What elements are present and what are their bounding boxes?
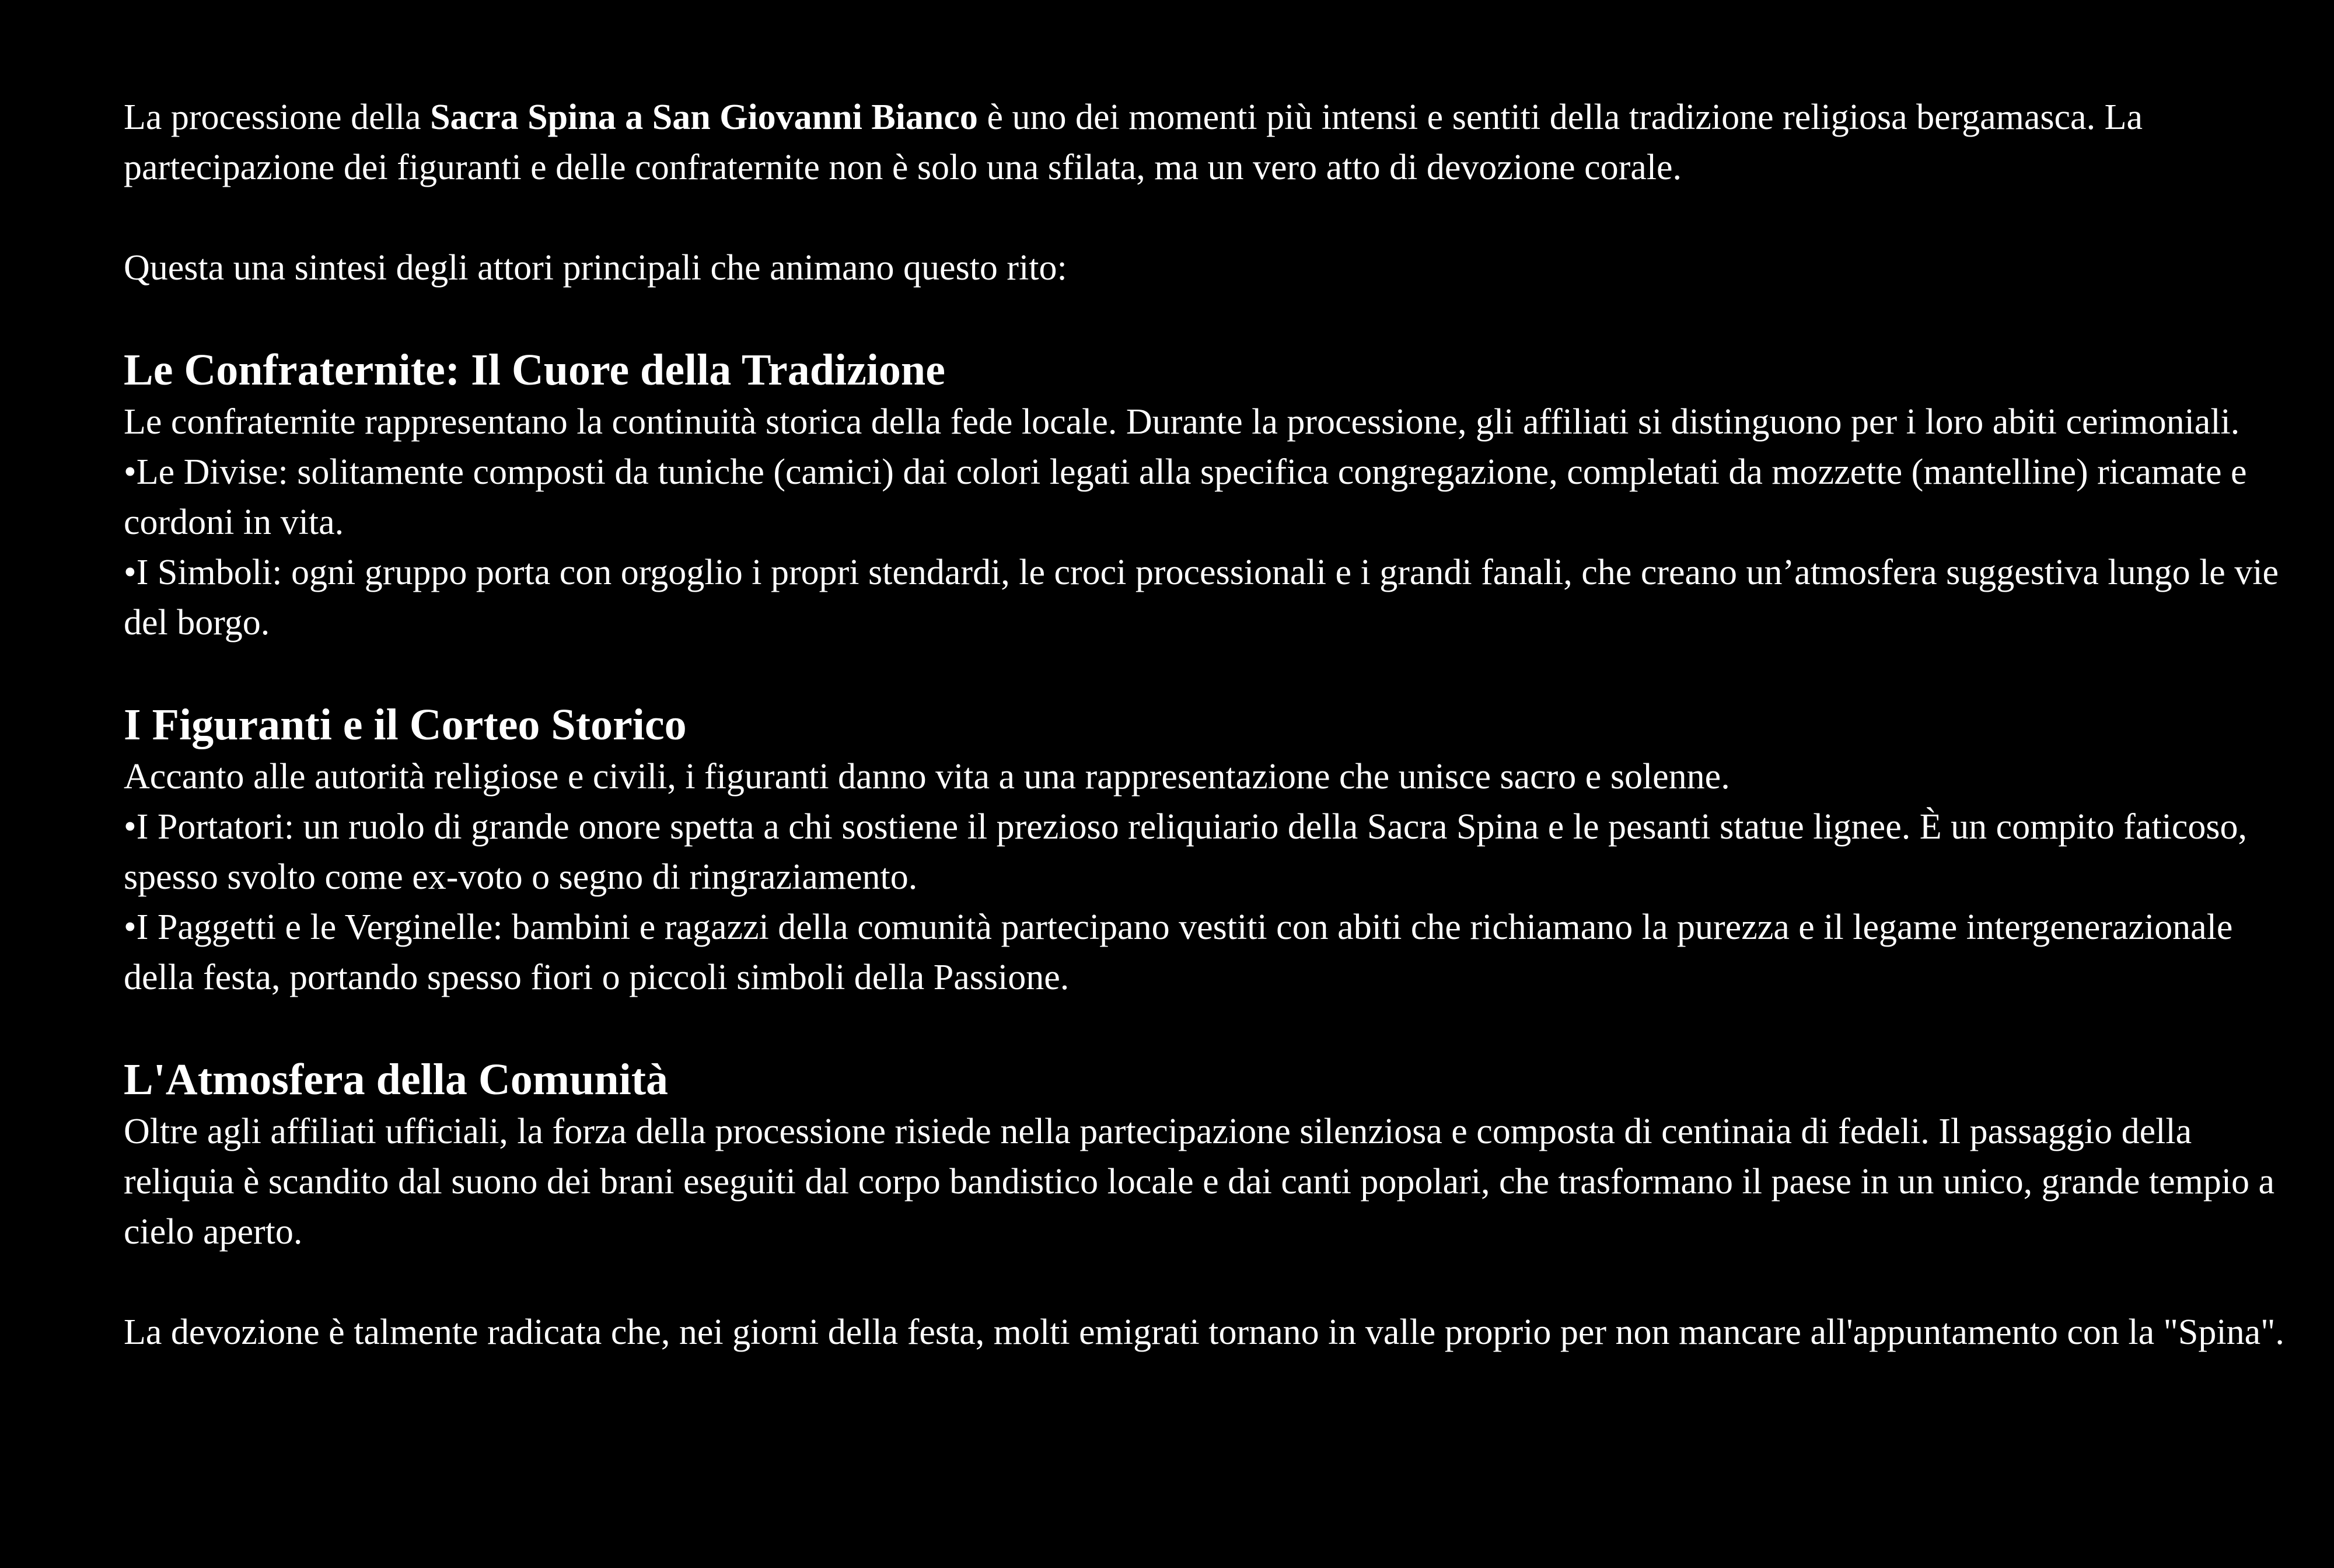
intro-text-start: La processione della [124, 97, 431, 137]
summary-line: Questa una sintesi degli attori principali che animano questo rito: [124, 248, 1067, 288]
spacer [124, 1003, 2294, 1053]
spacer [124, 1257, 2294, 1307]
document-body [124, 92, 2294, 1357]
section-body: Oltre agli affiliati ufficiali, la forza della processione risiede nella partecipazione silenziosa e composta di centinaia di fedeli. Il passaggio della reliquia è scandito dal suono dei brani eseguiti dal corpo bandistico locale e dai canti popolari, che trasformano il paese in un unico, grande tempio a cielo aperto. [124, 1112, 2275, 1252]
bullet-item: •I Simboli: ogni gruppo porta con orgoglio i propri stendardi, le croci processionali e i grandi fanali, che creano un’atmosfera suggestiva lungo le vie del borgo. [124, 553, 2279, 642]
section-heading-confraternite: Le Confraternite: Il Cuore della Tradizione [124, 345, 945, 394]
closing-paragraph: La devozione è talmente radicata che, nei giorni della festa, molti emigrati tornano in valle proprio per non mancare all'appuntamento con la "Spina". [124, 1312, 2284, 1352]
intro-text-end: è uno dei momenti più intensi e sentiti della tradizione religiosa bergamasca. La partecipazione dei figuranti e delle confraternite non è solo una sfilata, ma un vero atto di devozione corale. [124, 97, 2143, 187]
spacer [124, 648, 2294, 698]
bullet-item: •I Portatori: un ruolo di grande onore spetta a chi sostiene il prezioso reliquiario della Sacra Spina e le pesanti statue lignee. È un compito faticoso, spesso svolto come ex-voto o segno di ringraziamento. [124, 807, 2248, 897]
bullet-item: •Le Divise: solitamente composti da tuniche (camici) dai colori legati alla specifica congregazione, completati da mozzette (mantelline) ricamate e cordoni in vita. [124, 452, 2247, 542]
intro-paragraph [124, 92, 2294, 193]
intro-highlight: Sacra Spina a San Giovanni Bianco [430, 97, 978, 137]
spacer [124, 193, 2294, 243]
section-body: Le confraternite rappresentano la continuità storica della fede locale. Durante la processione, gli affiliati si distinguono per i loro abiti cerimoniali. [124, 402, 2240, 442]
spacer [124, 293, 2294, 343]
section-heading-atmosfera: L'Atmosfera della Comunità [124, 1055, 669, 1104]
section-heading-figuranti: I Figuranti e il Corteo Storico [124, 700, 687, 749]
bullet-item: •I Paggetti e le Verginelle: bambini e ragazzi della comunità partecipano vestiti con abiti che richiamano la purezza e il legame intergenerazionale della festa, portando spesso fiori o piccoli simboli della Passione. [124, 907, 2233, 997]
section-body: Accanto alle autorità religiose e civili, i figuranti danno vita a una rappresentazione che unisce sacro e solenne. [124, 757, 1730, 797]
